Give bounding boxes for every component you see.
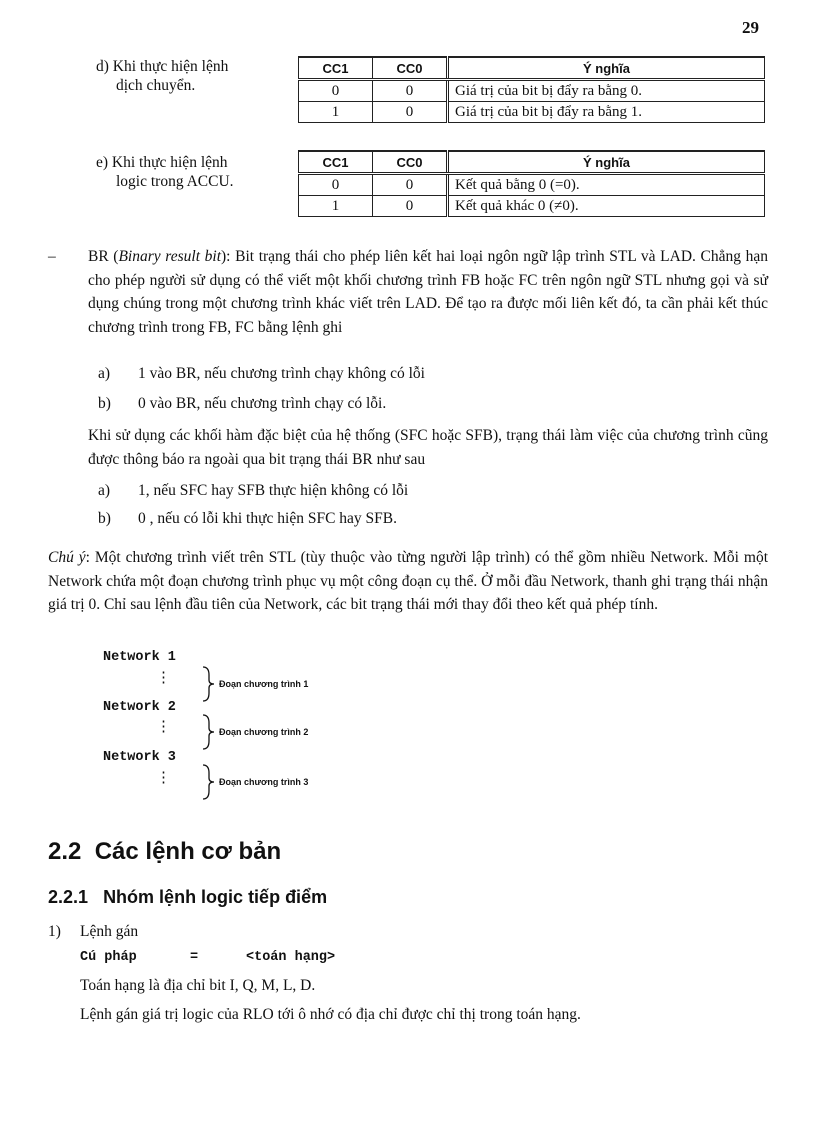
list-item: 1, nếu SFC hay SFB thực hiện không có lỗi (138, 482, 409, 499)
table-cell: 0 (299, 80, 373, 102)
section-title: Các lệnh cơ bản (94, 838, 282, 865)
table-e-label-line1: e) Khi thực hiện lệnh (96, 154, 228, 171)
table-cell: 0 (373, 196, 448, 217)
br-text: ): Bit trạng thái cho phép liên kết hai loại ngôn ngữ lập trình STL và LAD. Chẳng hạn cho phép người sử dụng có thể viết một khối chương trình FB hoặc FC trên ngôn ngữ STL nhưng gọi và sử dụng chúng trong một chương trình khác viết trên LAD. Để tạo ra được mối liên kết đó, ta cần phải kết thúc chương trình trong FB, FC bằng lệnh ghi (88, 248, 768, 336)
list-item: 0 , nếu có lỗi khi thực hiện SFC hay SFB. (138, 510, 397, 527)
table-d (298, 56, 765, 123)
brace-icon (200, 665, 216, 703)
note-text: : Một chương trình viết trên STL (tùy thuộc vào từng người lập trình) có thể gồm nhiều Network. Mỗi một Network chứa một đoạn chương trình phục vụ một công đoạn cụ thể. Ở mỗi đầu Network, thanh ghi trạng thái nhận giá trị 0. Chỉ sau lệnh đầu tiên của Network, các bit trạng thái mới thay đổi theo kết quả phép tính. (48, 549, 769, 613)
table-d-label-line1: d) Khi thực hiện lệnh (96, 58, 229, 75)
br-term: Binary result bit (118, 248, 222, 265)
table-e-header-cc1: CC1 (299, 151, 373, 174)
table-d-header-cc1: CC1 (299, 57, 373, 80)
table-e-label (96, 153, 234, 191)
table-cell: 1 (299, 196, 373, 217)
table-row (299, 174, 765, 196)
table-cell: 0 (373, 80, 448, 102)
table-cell: 0 (373, 174, 448, 196)
list-item-marker: b) (98, 510, 111, 527)
table-row (299, 196, 765, 217)
list-item-marker: a) (98, 482, 111, 499)
table-d-label (96, 57, 228, 95)
br-dash: – (48, 248, 56, 265)
list-item-marker: a) (98, 365, 111, 382)
subsection-title: Nhóm lệnh logic tiếp điểm (103, 887, 328, 907)
subsection-heading (48, 887, 327, 908)
table-row (299, 80, 765, 102)
note-label: Chú ý (48, 549, 86, 566)
br-paragraph (88, 245, 768, 339)
table-e-header-cc0: CC0 (373, 151, 448, 174)
br-paragraph-2: Khi sử dụng các khối hàm đặc biệt của hệ thống (SFC hoặc SFB), trạng thái làm việc của chương trình cũng được thông báo ra ngoài qua bit trạng thái BR như sau (88, 427, 768, 468)
table-e (298, 150, 765, 217)
table-cell: 0 (373, 102, 448, 123)
table-cell: Kết quả bằng 0 (=0). (448, 174, 765, 196)
network-1-label: Network 1 (103, 650, 176, 665)
table-cell: Kết quả khác 0 (≠0). (448, 196, 765, 217)
segment-1-label: Đoạn chương trình 1 (219, 679, 309, 689)
network-3-label: Network 3 (103, 750, 176, 765)
segment-3-label: Đoạn chương trình 3 (219, 777, 309, 787)
network-2-label: Network 2 (103, 700, 176, 715)
ellipsis-icon: ⋮ (156, 770, 171, 786)
section-number: 2.2 (48, 838, 82, 865)
table-d-header-meaning: Ý nghĩa (448, 57, 765, 80)
item-1-title: Lệnh gán (80, 923, 139, 940)
table-cell: 1 (299, 102, 373, 123)
table-cell: Giá trị của bit bị đẩy ra bằng 1. (448, 102, 765, 123)
ellipsis-icon: ⋮ (156, 670, 171, 686)
note-paragraph (48, 546, 768, 617)
page-number: 29 (742, 18, 759, 37)
table-d-label-line2: dịch chuyển. (116, 77, 196, 94)
section-heading (48, 838, 281, 866)
table-cell: 0 (299, 174, 373, 196)
table-cell: Giá trị của bit bị đẩy ra bằng 0. (448, 80, 765, 102)
syntax-operator: = (190, 950, 199, 965)
table-e-label-line2: logic trong ACCU. (116, 173, 234, 190)
syntax-label: Cú pháp (80, 950, 137, 965)
item-1-line-1: Toán hạng là địa chỉ bit I, Q, M, L, D. (80, 977, 316, 994)
subsection-number: 2.2.1 (48, 887, 89, 907)
list-item: 1 vào BR, nếu chương trình chạy không có lỗi (138, 365, 425, 382)
item-1-marker: 1) (48, 923, 61, 940)
table-row (299, 102, 765, 123)
brace-icon (200, 763, 216, 801)
item-1-line-2: Lệnh gán giá trị logic của RLO tới ô nhớ có địa chỉ được chỉ thị trong toán hạng. (80, 1006, 581, 1023)
br-prefix: BR ( (88, 248, 119, 265)
segment-2-label: Đoạn chương trình 2 (219, 727, 309, 737)
ellipsis-icon: ⋮ (156, 719, 171, 735)
list-item-marker: b) (98, 395, 111, 412)
table-e-header-meaning: Ý nghĩa (448, 151, 765, 174)
list-item: 0 vào BR, nếu chương trình chạy có lỗi. (138, 395, 387, 412)
syntax-operand: <toán hạng> (246, 950, 336, 965)
brace-icon (200, 713, 216, 751)
table-d-header-cc0: CC0 (373, 57, 448, 80)
